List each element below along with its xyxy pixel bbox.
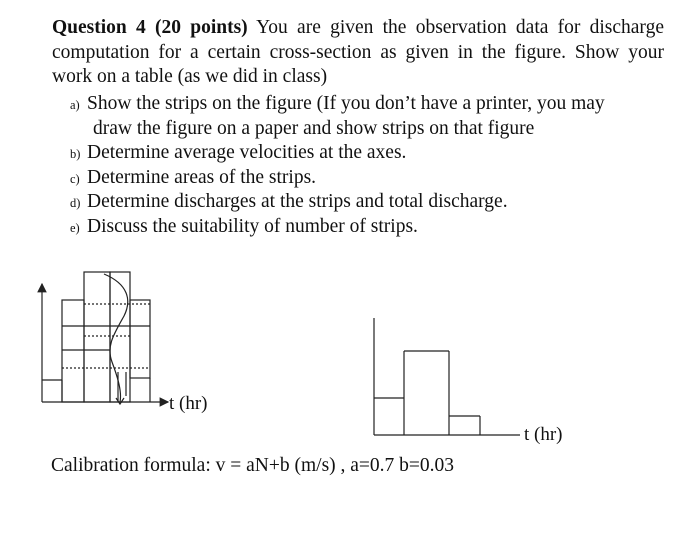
question-text: You are given the observation data for discharge computation for a certain cross-section as given in the figure. Show your work on a table (as we did in class) <box>52 17 664 87</box>
task-text: Show the strips on the figure (If you don’t have a printer, you may <box>87 93 605 114</box>
task-text: Determine areas of the strips. <box>87 166 317 188</box>
task-marker: a) <box>70 98 80 112</box>
velocity-profile-curve <box>104 274 128 402</box>
left-axis-label: t (hr) <box>169 393 208 414</box>
task-text-continued: draw the figure on a paper and show strips on that figure <box>93 117 535 139</box>
task-marker: b) <box>70 147 81 161</box>
task-text: Determine discharges at the strips and total discharge. <box>87 191 508 212</box>
calibration-formula: Calibration formula: v = aN+b (m/s) , a=0.7 b=0.03 <box>51 455 455 476</box>
right-figure <box>374 318 520 435</box>
left-figure <box>42 272 168 404</box>
task-text: Determine average velocities at the axes. <box>87 142 407 163</box>
task-marker: e) <box>70 220 80 235</box>
task-text: Discuss the suitability of number of strips. <box>87 215 418 237</box>
right-axis-label: t (hr) <box>524 424 563 445</box>
task-marker: d) <box>70 196 81 210</box>
question-label: Question 4 (20 points) <box>52 17 248 38</box>
task-marker: c) <box>70 171 80 186</box>
